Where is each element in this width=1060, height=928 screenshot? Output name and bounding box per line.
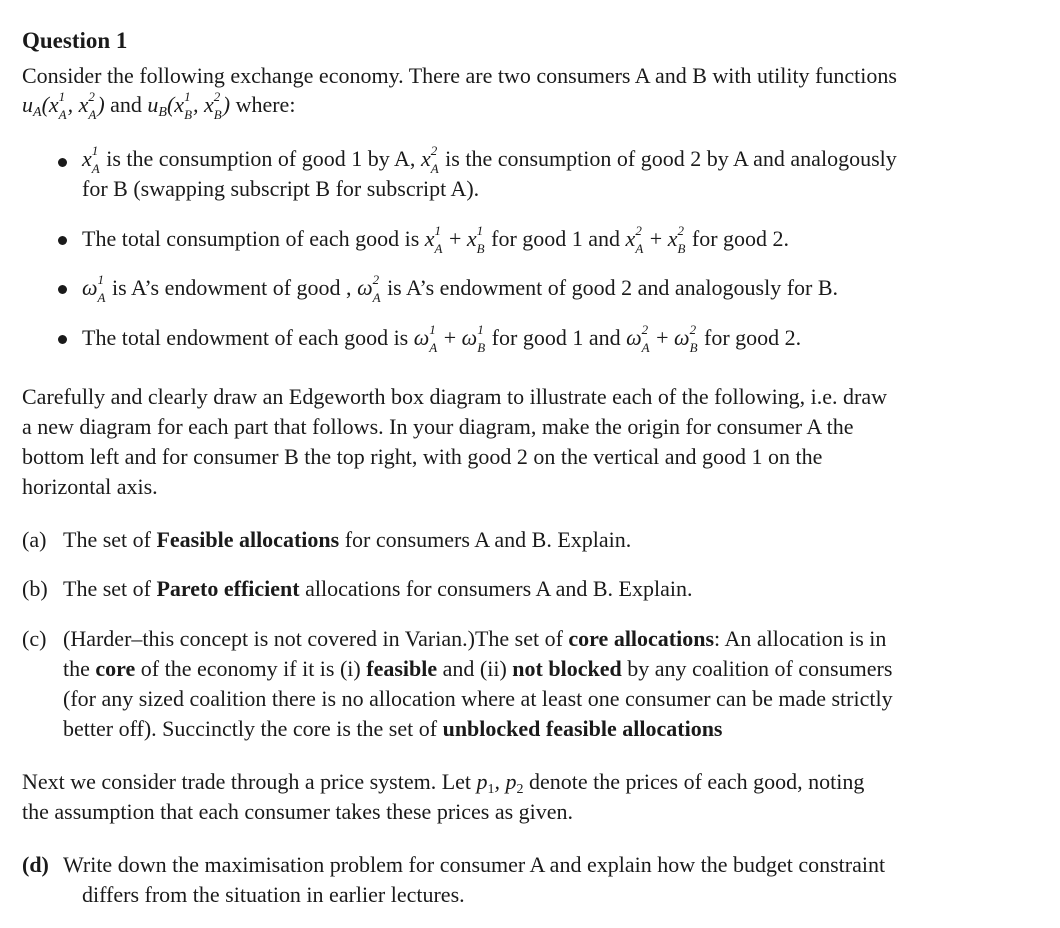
instructions-line-3: bottom left and for consumer B the top right, with good 2 on the vertical and good 1 on the — [22, 444, 823, 469]
bullet-dot-4 — [58, 335, 67, 344]
bullet-2: The total consumption of each good is x 1 A + x 1 B for good 1 and x 2 A + x 2 B for good 2. — [82, 223, 790, 256]
question-title: Question 1 — [22, 28, 128, 53]
part-c-label: (c) — [22, 626, 47, 651]
bullet-1-text-b: is the consumption of good 2 by A and analogously — [439, 146, 897, 171]
bullet-2-text-b: for good 1 and — [485, 226, 626, 251]
bullet-4-text-b: for good 1 and — [486, 325, 627, 350]
part-c-line-1-bold: core allocations — [568, 626, 715, 651]
part-a-text-a: The set of — [63, 527, 157, 552]
part-b-text-a: The set of — [63, 576, 157, 601]
part-c-line-4-text: better off). Succinctly the core is the set of — [63, 716, 443, 741]
utility-function-a: uA(x 1 A , x 2 A ) — [22, 89, 105, 122]
part-c-line-2-bold-feasible: feasible — [366, 656, 438, 681]
part-c-line-2-text-b: of the economy if it is (i) — [135, 656, 367, 681]
part-a-label: (a) — [22, 527, 47, 552]
price-line-1 — [22, 769, 864, 798]
part-c-line-2-bold-not-blocked: not blocked — [512, 656, 622, 681]
bullet-4: The total endowment of each good is ω 1 A + ω 1 B for good 1 and ω 2 A + ω 2 B for good 2. — [82, 322, 802, 355]
part-d-label: (d) — [22, 852, 49, 877]
intro-line-2 — [22, 89, 296, 122]
bullet-1-line-1: x 1 A is the consumption of good 1 by A, x 2 A is the consumption of good 2 by A and analogously — [82, 143, 897, 176]
bullet-3: ω 1 A is A’s endowment of good , ω 2 A is A’s endowment of good 2 and analogously for B. — [82, 272, 839, 305]
part-b-text-b: allocations for consumers A and B. Explain. — [299, 576, 693, 601]
price-line-1-text-b: denote the prices of each good, noting — [523, 769, 865, 794]
part-c-line-3: (for any sized coalition there is no allocation where at least one consumer can be made strictly — [63, 686, 893, 711]
instructions-line-1: Carefully and clearly draw an Edgeworth box diagram to illustrate each of the following, i.e. draw — [22, 384, 888, 409]
part-a-text — [63, 527, 631, 553]
part-c-line-1 — [63, 626, 886, 652]
part-c-line-2-text-d: by any coalition of consumers — [621, 656, 893, 681]
part-a-bold: Feasible allocations — [156, 527, 340, 552]
part-b-bold: Pareto efficient — [156, 576, 300, 601]
bullet-3-text-b: is A’s endowment of good 2 and analogously for B. — [381, 275, 839, 300]
bullet-dot-2 — [58, 236, 67, 245]
part-c-line-2-bold-core: core — [95, 656, 136, 681]
bullet-4-text-a: The total endowment of each good is — [82, 325, 414, 350]
price-line-1-text-a: Next we consider trade through a price system. Let — [22, 769, 477, 794]
intro-line-2-tail: where: — [230, 92, 296, 117]
part-c-line-1-text-a: (Harder–this concept is not covered in Varian.)The set of — [63, 626, 569, 651]
part-c-line-4 — [63, 716, 723, 742]
intro-and: and — [110, 92, 142, 117]
bullet-1-line-2: for B (swapping subscript B for subscript A). — [82, 176, 480, 201]
part-c-line-4-bold: unblocked feasible allocations — [442, 716, 723, 741]
part-c-line-2-text-a: the — [63, 656, 96, 681]
intro-line-1 — [22, 63, 897, 89]
utility-function-b: uB(x 1 B , x 2 B ) — [147, 89, 231, 122]
part-b-text — [63, 576, 692, 602]
part-c-line-2 — [63, 656, 892, 682]
part-a-text-b: for consumers A and B. Explain. — [339, 527, 632, 552]
part-c-line-1-text-b: : An allocation is in — [714, 626, 887, 651]
bullet-1-text-a: is the consumption of good 1 by A, — [100, 146, 421, 171]
price-line-2: the assumption that each consumer takes these prices as given. — [22, 799, 574, 824]
bullet-2-text-c: for good 2. — [686, 226, 790, 251]
bullet-dot-3 — [58, 285, 67, 294]
part-c-line-2-text-c: and (ii) — [437, 656, 513, 681]
bullet-4-text-c: for good 2. — [698, 325, 802, 350]
bullet-dot-1 — [58, 158, 67, 167]
bullet-2-text-a: The total consumption of each good is — [82, 226, 425, 251]
part-d-line-1: Write down the maximisation problem for consumer A and explain how the budget constraint — [63, 852, 886, 877]
part-b-label: (b) — [22, 576, 48, 601]
instructions-line-2: a new diagram for each part that follows. In your diagram, make the origin for consumer A the — [22, 414, 854, 439]
prices-p1-p2: p1, p2 — [476, 769, 524, 797]
bullet-3-text-a: is A’s endowment of good , — [106, 275, 358, 300]
intro-line-1-text: Consider the following exchange economy. There are two consumers A and B with utility functions — [22, 63, 897, 88]
part-d-line-2: differs from the situation in earlier lectures. — [82, 882, 465, 907]
instructions-line-4: horizontal axis. — [22, 474, 158, 499]
